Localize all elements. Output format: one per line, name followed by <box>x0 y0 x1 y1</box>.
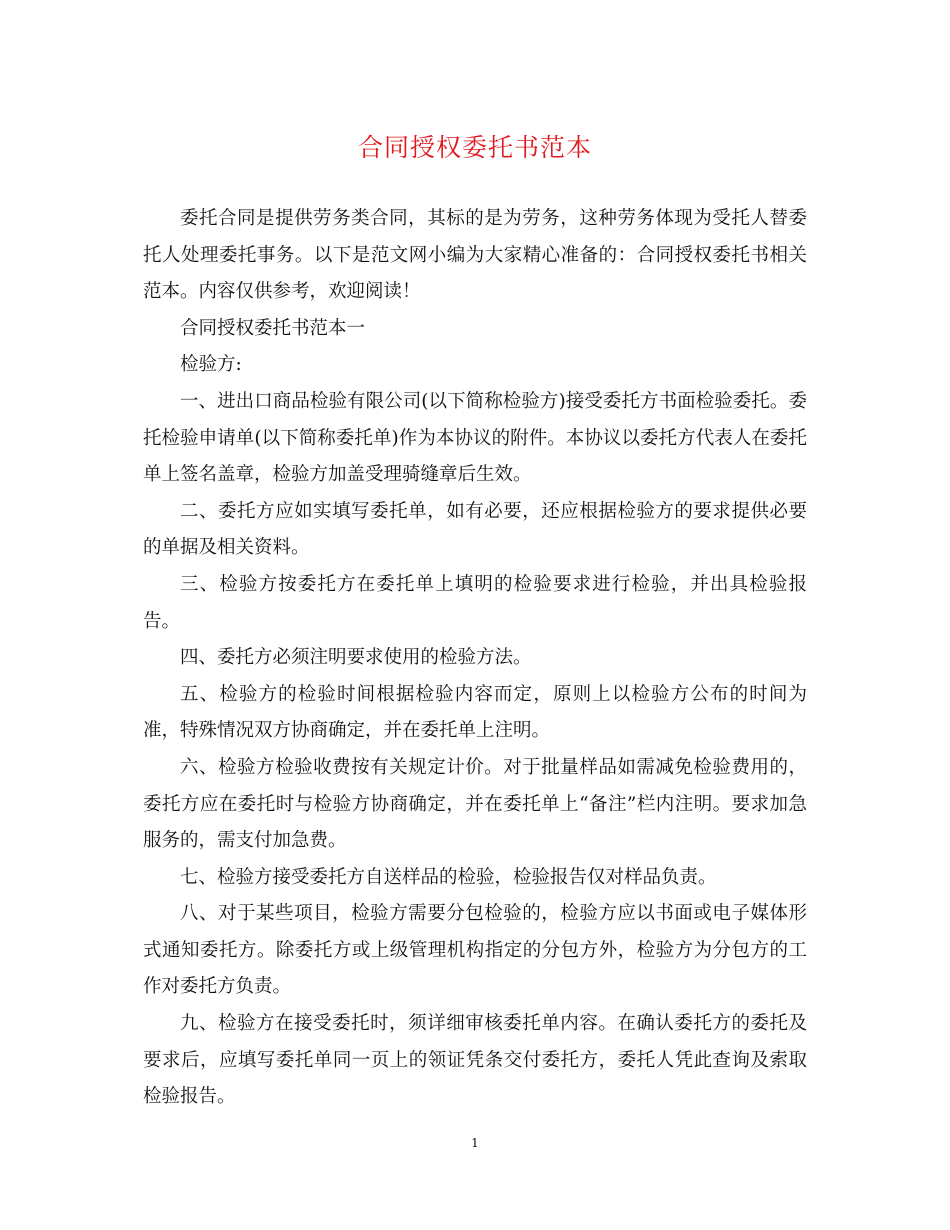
document-body <box>143 201 807 1116</box>
clause-1: 一、进出口商品检验有限公司(以下简称检验方)接受委托方书面检验委托。委托检验申请单(以下简称委托单)作为本协议的附件。本协议以委托方代表人在委托单上签名盖章，检验方加盖受理骑缝章后生效。 <box>143 390 807 486</box>
clause-2: 二、委托方应如实填写委托单，如有必要，还应根据检验方的要求提供必要的单据及相关资料。 <box>143 500 807 559</box>
document-title: 合同授权委托书范本 <box>357 133 592 162</box>
page-number: 1 <box>471 1136 479 1150</box>
intro-paragraph: 委托合同是提供劳务类合同，其标的是为劳务，这种劳务体现为受托人替委托人处理委托事务。以下是范文网小编为大家精心准备的：合同授权委托书相关范本。内容仅供参考，欢迎阅读！ <box>143 208 807 303</box>
inspector-label: 检验方: <box>180 354 242 376</box>
clause-3: 三、检验方按委托方在委托单上填明的检验要求进行检验，并出具检验报告。 <box>143 573 807 632</box>
clause-8: 八、对于某些项目，检验方需要分包检验的，检验方应以书面或电子媒体形式通知委托方。除委托方或上级管理机构指定的分包方外，检验方为分包方的工作对委托方负责。 <box>143 903 807 998</box>
clause-4: 四、委托方必须注明要求使用的检验方法。 <box>180 647 532 669</box>
clause-6: 六、检验方检验收费按有关规定计价。对于批量样品如需减免检验费用的，委托方应在委托时与检验方协商确定，并在委托单上“备注”栏内注明。要求加急服务的，需支付加急费。 <box>143 756 807 852</box>
section-heading: 合同授权委托书范本一 <box>180 317 366 339</box>
clause-9: 九、检验方在接受委托时，须详细审核委托单内容。在确认委托方的委托及要求后，应填写委托单同一页上的领证凭条交付委托方，委托人凭此查询及索取检验报告。 <box>143 1013 807 1108</box>
clause-7: 七、检验方接受委托方自送样品的检验，检验报告仅对样品负责。 <box>180 866 717 888</box>
clause-5: 五、检验方的检验时间根据检验内容而定，原则上以检验方公布的时间为准，特殊情况双方协商确定，并在委托单上注明。 <box>143 683 807 742</box>
